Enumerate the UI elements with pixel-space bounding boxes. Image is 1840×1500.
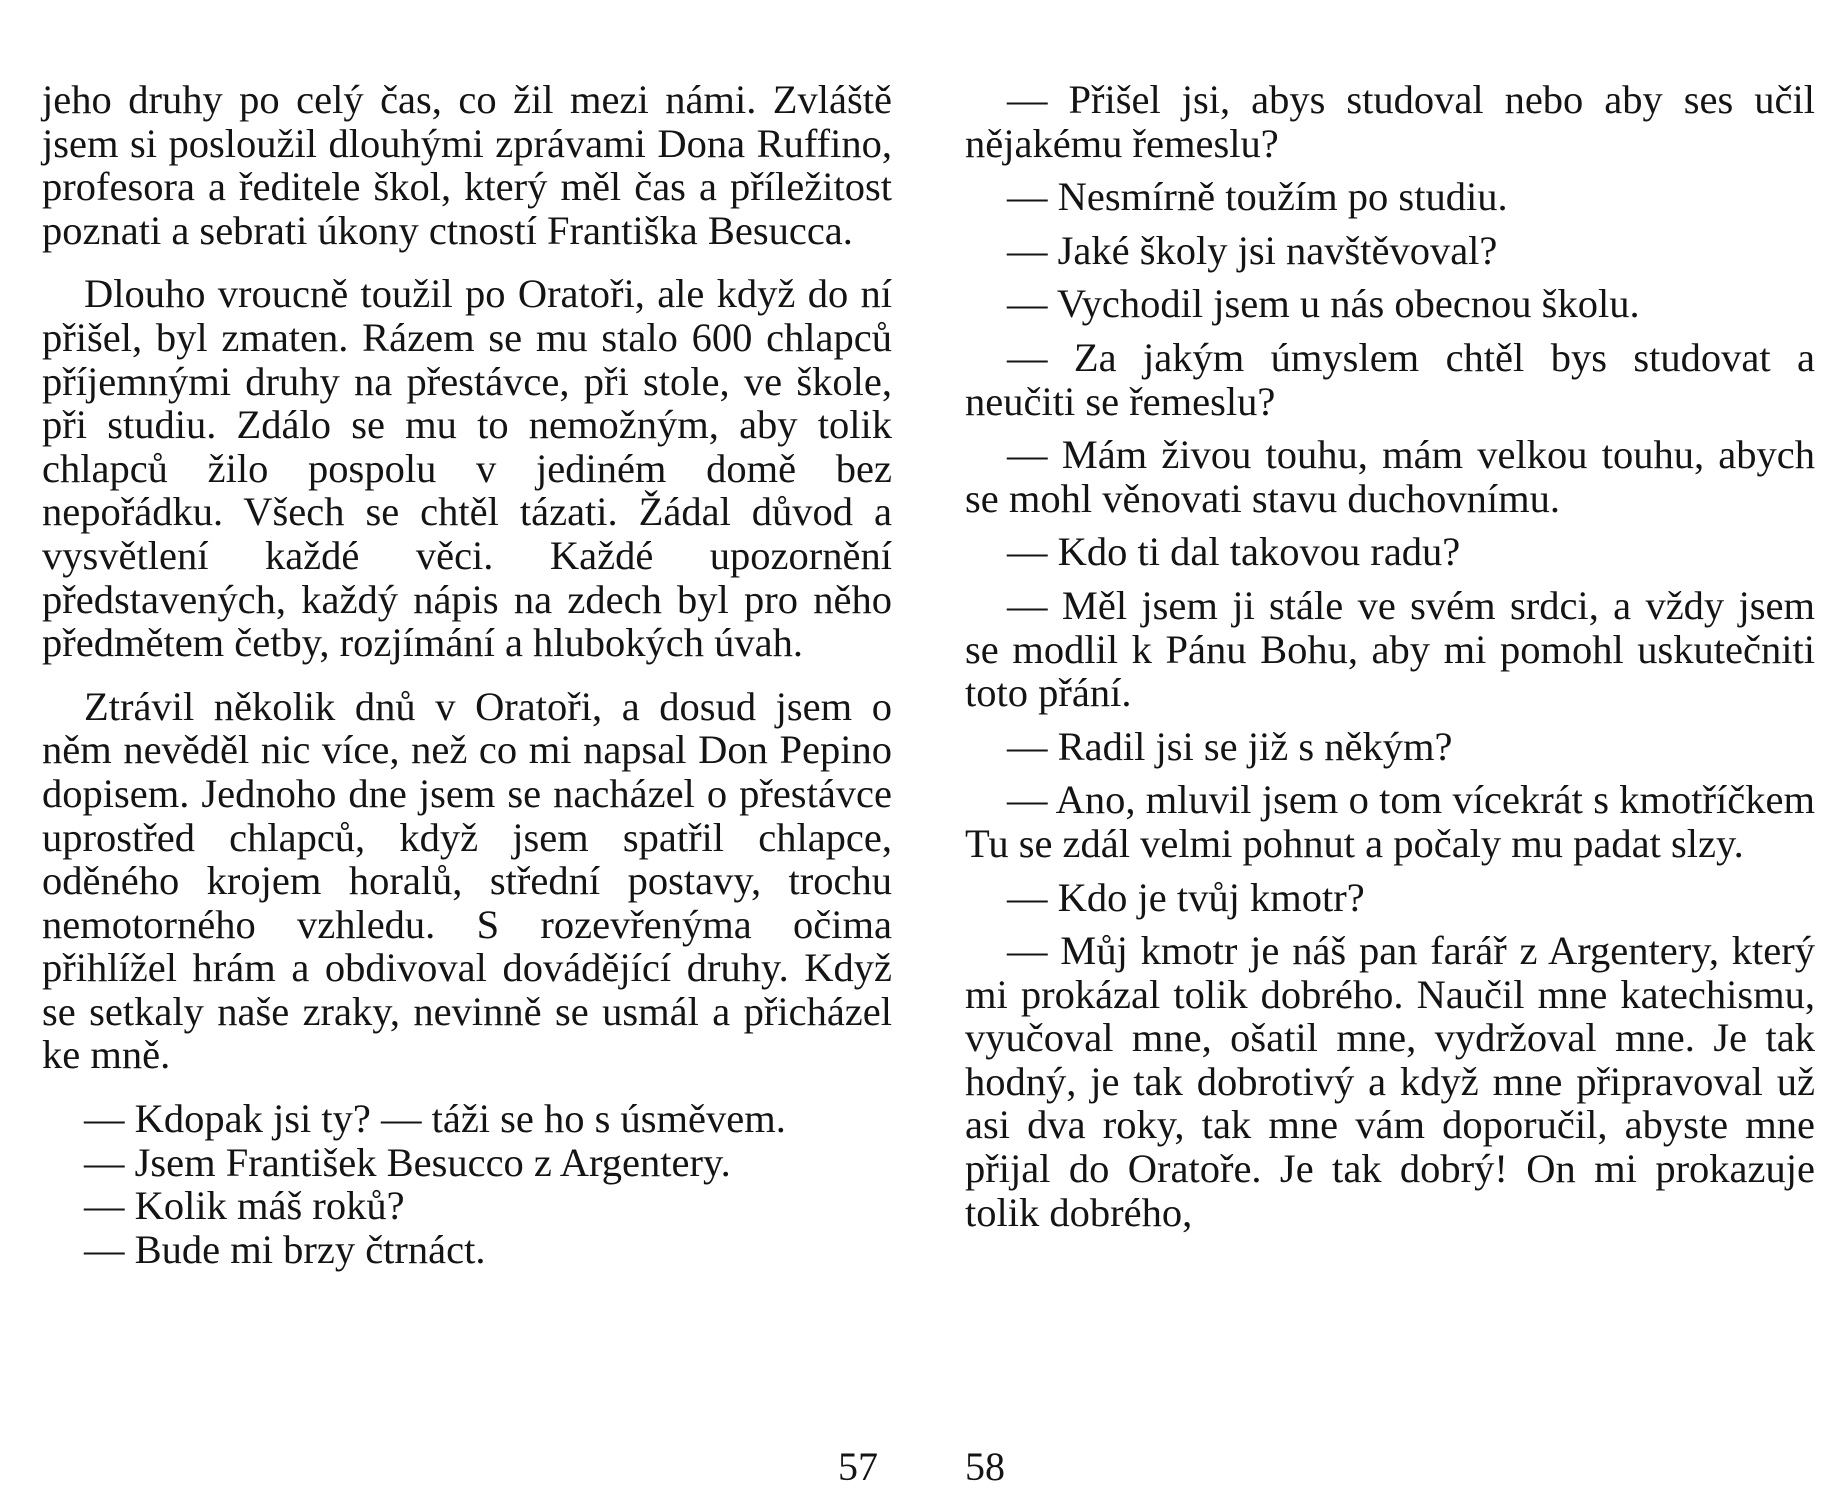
dialogue-paragraph: — Nesmírně toužím po studiu. [1007,174,1508,220]
left-paragraph-1: jeho druhy po celý čas, co žil mezi námi. Zvláště jsem si posloužil dlouhými zprávami Dona Ruffino, profesora a ředitele škol, který měl čas a příležitost poznati a sebrati úkony ctností Františka Besucca. [42,77,892,253]
dialogue-paragraph: — Mám živou touhu, mám velkou touhu, abych se mohl věnovati stavu duchovnímu. [965,432,1815,521]
dialogue-paragraph: — Ano, mluvil jsem o tom vícekrát s kmotříčkem Tu se zdál velmi pohnut a počaly mu padat slzy. [965,777,1815,866]
dialogue-line: — Kolik máš roků? [84,1183,405,1229]
dialogue-paragraph: — Vychodil jsem u nás obecnou školu. [1007,281,1640,327]
dialogue-paragraph: — Kdo je tvůj kmotr? [1007,874,1365,920]
right-page [965,78,1815,1234]
dialogue-line: — Bude mi brzy čtrnáct. [84,1226,486,1272]
dialogue-paragraph: — Můj kmotr je náš pan farář z Argentery, který mi prokázal tolik dobrého. Naučil mne katechismu, vyučoval mne, ošatil mne, vydržoval mne. Je tak hodný, je tak dobrotivý a když mne připravoval už asi dva roky, tak mne vám doporučil, abyste mne přijal do Oratoře. Je tak dobrý! On mi prokazuje tolik dobrého, [965,928,1815,1235]
left-page [42,78,892,1291]
left-paragraph-2: Dlouho vroucně toužil po Oratoři, ale když do ní přišel, byl zmaten. Rázem se mu stalo 600 chlapců příjemnými druhy na přestávce, při stole, ve škole, při studiu. Zdálo se mu to nemožným, aby tolik chlapců žilo pospolu v jediném domě bez nepořádku. Všech se chtěl tázati. Žádal důvod a vysvětlení každé věci. Každé upozornění představených, každý nápis na zdech byl pro něho předmětem četby, rozjímání a hlubokých úvah. [42,271,892,666]
left-paragraph-3: Ztrávil několik dnů v Oratoři, a dosud jsem o něm nevěděl nic více, než co mi napsal Don Pepino dopisem. Jednoho dne jsem se nacházel o přestávce uprostřed chlapců, když jsem spatřil chlapce, oděného krojem horalů, střední postavy, trochu nemotorného vzhledu. S rozevřenýma očima přihlížel hrám a obdivoval dovádějící druhy. Když se setkaly naše zraky, nevinně se usmál a přicházel ke mně. [42,683,892,1078]
dialogue-paragraph: — Měl jsem ji stále ve svém srdci, a vždy jsem se modlil k Pánu Bohu, aby mi pomohl uskutečniti toto přání. [965,582,1815,716]
dialogue-paragraph: — Za jakým úmyslem chtěl bys studovat a neučiti se řemeslu? [965,334,1815,424]
dialogue-paragraph: — Kdo ti dal takovou radu? [1007,529,1461,575]
dialogue-paragraph: — Přišel jsi, abys studoval nebo aby ses učil nějakému řemeslu? [965,77,1815,166]
dialogue-line: — Jsem František Besucco z Argentery. [84,1139,731,1185]
dialogue-line: — Kdopak jsi ty? — táži se ho s úsměvem. [84,1096,786,1142]
page-number-left: 57 [838,1444,878,1489]
dialogue-paragraph: — Radil jsi se již s někým? [1007,723,1453,769]
gutter [919,0,920,1500]
left-dialogue [42,1097,892,1271]
page-number-right: 58 [965,1444,1005,1489]
dialogue-paragraph: — Jaké školy jsi navštěvoval? [1007,227,1498,273]
